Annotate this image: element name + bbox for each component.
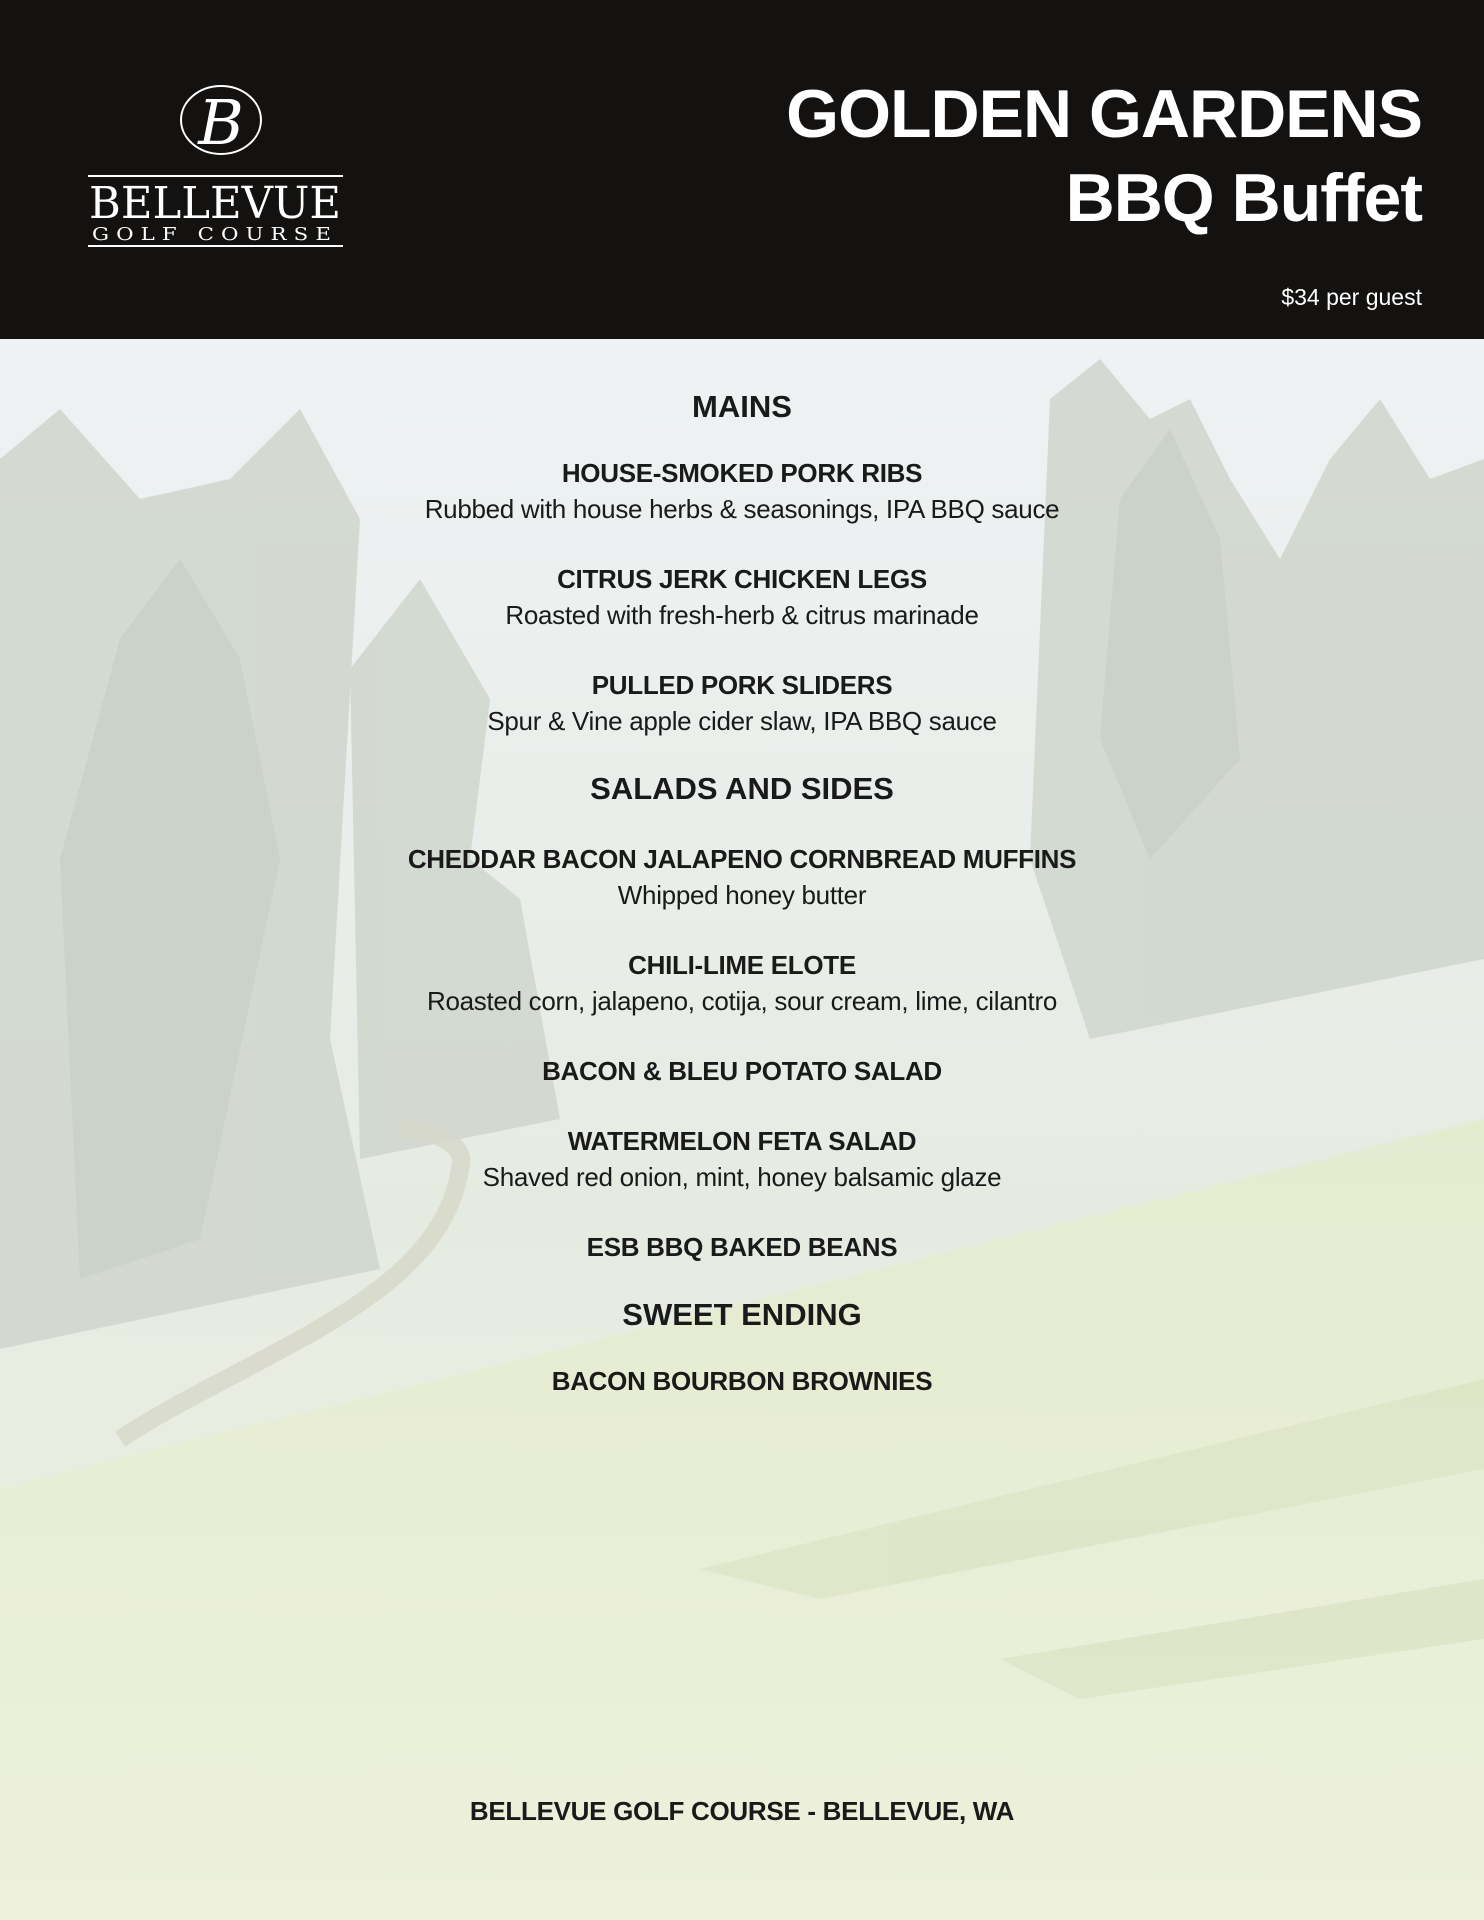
item-description: Spur & Vine apple cider slaw, IPA BBQ sauce	[487, 706, 997, 736]
item-name: ESB BBQ BAKED BEANS	[586, 1232, 898, 1262]
item-name: CHEDDAR BACON JALAPENO CORNBREAD MUFFINS	[407, 844, 1077, 874]
logo-monogram: B	[198, 86, 244, 159]
section-mains	[0, 385, 1484, 739]
menu-item	[0, 1123, 1484, 1195]
bellevue-golf-course-logo	[88, 82, 358, 254]
logo-subtitle: GOLF COURSE	[92, 224, 338, 245]
item-description: Roasted corn, jalapeno, cotija, sour cream, lime, cilantro	[426, 986, 1057, 1016]
section-title: MAINS	[692, 389, 792, 424]
menu-item	[0, 841, 1484, 913]
section-sweet-ending	[0, 1293, 1484, 1399]
section-title: SALADS AND SIDES	[590, 771, 894, 806]
menu-body	[0, 385, 1484, 1433]
footer-location: BELLEVUE GOLF COURSE - BELLEVUE, WA	[469, 1796, 1015, 1826]
menu-item	[0, 1229, 1484, 1265]
menu-title	[786, 72, 1422, 240]
item-name: CITRUS JERK CHICKEN LEGS	[557, 564, 927, 594]
title-line-2: BBQ Buffet	[1065, 160, 1422, 236]
item-name: WATERMELON FETA SALAD	[567, 1126, 917, 1156]
header-bar	[0, 0, 1484, 339]
price-per-guest: $34 per guest	[1281, 284, 1422, 310]
menu-item	[0, 667, 1484, 739]
item-description: Roasted with fresh-herb & citrus marinade	[505, 600, 979, 630]
item-description: Whipped honey butter	[617, 880, 867, 910]
menu-item	[0, 1053, 1484, 1089]
item-description: Shaved red onion, mint, honey balsamic glaze	[482, 1162, 1002, 1192]
section-salads-and-sides	[0, 767, 1484, 1265]
title-line-1: GOLDEN GARDENS	[786, 76, 1422, 152]
item-name: HOUSE-SMOKED PORK RIBS	[561, 458, 923, 488]
item-name: BACON BOURBON BROWNIES	[551, 1366, 933, 1396]
menu-item	[0, 455, 1484, 527]
item-description: Rubbed with house herbs & seasonings, IPA BBQ sauce	[424, 494, 1060, 524]
section-title: SWEET ENDING	[622, 1297, 862, 1332]
menu-item	[0, 561, 1484, 633]
menu-item	[0, 1363, 1484, 1399]
logo-wordmark: BELLEVUE	[89, 178, 341, 229]
item-name: BACON & BLEU POTATO SALAD	[542, 1056, 942, 1086]
menu-item	[0, 947, 1484, 1019]
item-name: CHILI-LIME ELOTE	[628, 950, 856, 980]
item-name: PULLED PORK SLIDERS	[591, 670, 893, 700]
